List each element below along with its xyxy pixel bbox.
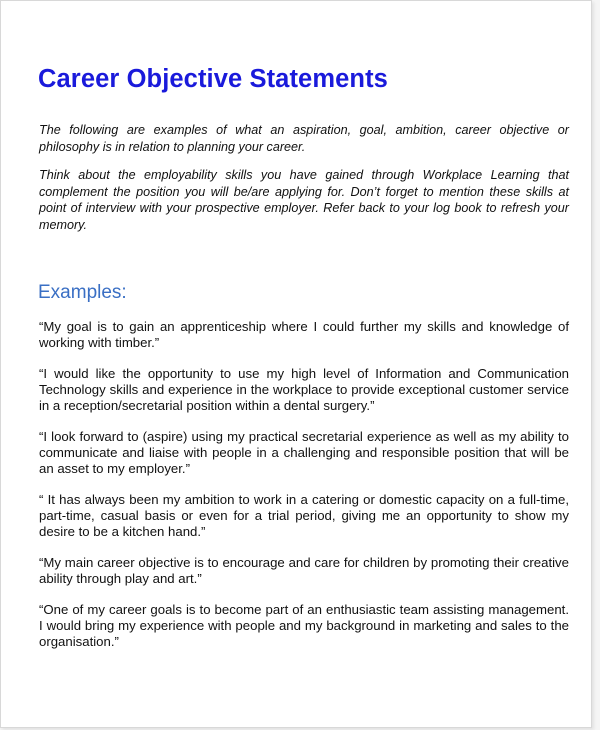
example-item-4: “ It has always been my ambition to work in a catering or domestic capacity on a full-time, part-time, casual basis or even for a trial period, giving me an opportunity to show my desire to be a kitchen hand.” — [39, 492, 569, 539]
example-item-5: “My main career objective is to encourage and care for children by promoting their creative ability through play and art.” — [39, 555, 569, 586]
example-item-2: “I would like the opportunity to use my high level of Information and Communication Technology skills and experience in the workplace to provide exceptional customer service in a reception/secretarial position within a dental surgery.” — [39, 366, 569, 413]
example-item-1: “My goal is to gain an apprenticeship where I could further my skills and knowledge of working with timber.” — [39, 319, 569, 350]
example-item-3: “I look forward to (aspire) using my practical secretarial experience as well as my ability to communicate and liaise with people in a challenging and responsible position that will be an asset to my employer.” — [39, 429, 569, 476]
page-title: Career Objective Statements — [38, 65, 388, 93]
intro-paragraph-1: The following are examples of what an aspiration, goal, ambition, career objective or philosophy is in relation to planning your career. — [39, 123, 569, 154]
example-item-6: “One of my career goals is to become part of an enthusiastic team assisting management. I would bring my experience with people and my background in marketing and sales to the organisation.” — [39, 602, 569, 649]
intro-paragraph-2: Think about the employability skills you have gained through Workplace Learning that complement the position you will be/are applying for. Don’t forget to mention these skills at point of interview with your prospective employer. Refer back to your log book to refresh your memory. — [39, 168, 569, 232]
examples-heading: Examples: — [38, 282, 127, 303]
examples-list — [39, 319, 569, 665]
